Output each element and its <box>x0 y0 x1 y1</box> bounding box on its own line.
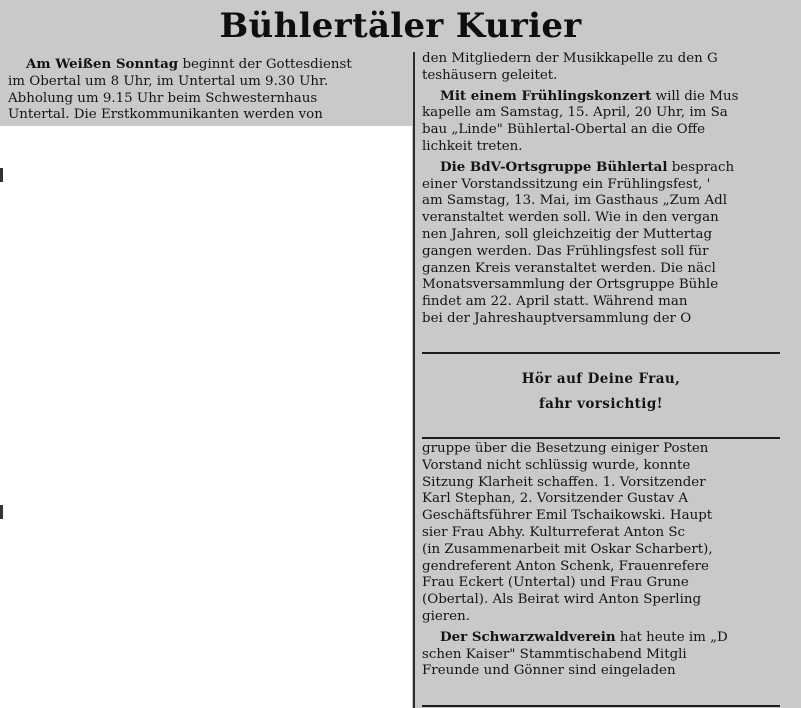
rb-p1-line: gendreferent Anton Schenk, Frauenrefere <box>422 558 709 574</box>
rt-p3-line: ganzen Kreis veranstaltet werden. Die näcl <box>422 260 716 276</box>
rt-p3-line: findet am 22. April statt. Während man <box>422 294 688 310</box>
ad-line-2: fahr vorsichtig! <box>538 396 664 412</box>
rt-p3-line: einer Vorstandssitzung ein Frühlingsfest, ' <box>422 176 711 192</box>
rt-p2-lead: Mit einem Frühlingskonzert <box>440 87 652 104</box>
bottom-rule <box>422 705 780 707</box>
margin-mark <box>0 505 3 519</box>
rt-p2-line: kapelle am Samstag, 15. April, 20 Uhr, im Sa <box>422 105 728 121</box>
left-column <box>8 56 400 124</box>
rb-p1-line: Karl Stephan, 2. Vorsitzender Gustav A <box>422 491 689 507</box>
rt-p2-text: will die Mus <box>655 88 739 104</box>
rb-p2-line: Freunde und Gönner sind eingeladen <box>422 663 676 679</box>
rt-p2-first <box>422 88 801 106</box>
rt-p3-lead: Die BdV-Ortsgruppe Bühlertal <box>440 158 668 175</box>
margin-mark <box>0 168 3 182</box>
ad-rule-bottom <box>422 437 780 439</box>
rb-p1-line: (Obertal). Als Beirat wird Anton Sperling <box>422 592 702 608</box>
rt-p3-line: Monatsversammlung der Ortsgruppe Bühle <box>422 277 719 293</box>
blank-area <box>0 126 412 708</box>
rt-p2-line: lichkeit treten. <box>422 138 523 154</box>
rt-p2-line: bau „Linde" Bühlertal-Obertal an die Öffe <box>422 122 706 138</box>
rt-p1-line: teshäusern geleitet. <box>422 67 558 83</box>
rb-p1-line: Geschäftsführer Emil Tschaikowski. Haupt <box>422 508 713 524</box>
rb-p1-line: (in Zusammenarbeit mit Oskar Scharbert), <box>422 541 713 557</box>
rb-p1-line: gieren. <box>422 608 470 624</box>
rt-p3-line: veranstaltet werden soll. Wie in den vergan <box>422 210 719 226</box>
rb-p2-first <box>422 629 801 647</box>
rt-p3-line: nen Jahren, soll gleichzeitig der Muttertag <box>422 226 713 242</box>
column-divider <box>413 52 415 708</box>
ad-line-1: Hör auf Deine Frau, <box>521 371 681 387</box>
rt-p3-first <box>422 159 801 177</box>
right-column-bottom <box>422 441 801 680</box>
rt-p1-line: den Mitgliedern der Musikkapelle zu den G <box>422 51 718 66</box>
rt-p3-text: besprach <box>671 159 735 175</box>
left-line-4: Untertal. Die Erstkommunikanten werden von <box>8 107 323 123</box>
ad-rule-top <box>422 352 780 354</box>
rb-p2-text: hat heute im „D <box>619 629 728 645</box>
rt-p3-line: bei der Jahreshauptversammlung der O <box>422 310 692 326</box>
left-text-1: beginnt der Gottesdienst <box>182 57 352 72</box>
rb-p1-line: Sitzung Klarheit schaffen. 1. Vorsitzender <box>422 474 706 490</box>
left-line-2: im Obertal um 8 Uhr, im Untertal um 9.30 Uhr. <box>8 73 329 89</box>
rt-p3-line: gangen werden. Das Frühlingsfest soll für <box>422 243 709 259</box>
rt-p3-line: am Samstag, 13. Mai, im Gasthaus „Zum Adl <box>422 193 728 209</box>
masthead-title: Bühlertäler Kurier <box>219 6 582 46</box>
rb-p1-line: Frau Eckert (Untertal) und Frau Grune <box>422 575 689 591</box>
left-line-1 <box>8 56 400 74</box>
right-column-top <box>422 51 801 328</box>
rb-p2-lead: Der Schwarzwaldverein <box>440 628 616 645</box>
rb-p1-line: sier Frau Abhy. Kulturreferat Anton Sc <box>422 524 685 540</box>
left-lead: Am Weißen Sonntag <box>26 56 179 72</box>
rb-p1-line: Vorstand nicht schlüssig wurde, konnte <box>422 457 691 473</box>
rb-p1-line: gruppe über die Besetzung einiger Posten <box>422 441 709 456</box>
left-line-3: Abholung um 9.15 Uhr beim Schwesternhaus <box>8 90 318 106</box>
rb-p2-line: schen Kaiser" Stammtischabend Mitgli <box>422 646 687 662</box>
